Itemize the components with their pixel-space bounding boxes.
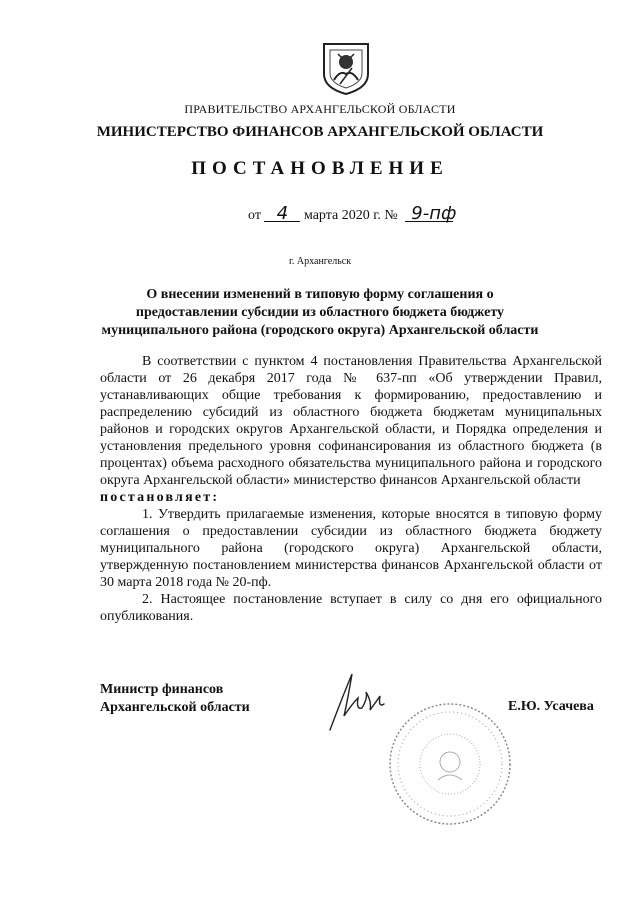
preamble-paragraph: В соответствии с пунктом 4 постановления Правительства Архангельской области от 26 декабря 2017 года № 637-пп «Об утверждении Правил, устанавливающих общие требования к формированию, предоставлению и распределению субсидий из областного бюджета бюджетам муниципальных районов и городских округов Архангельской области, и Порядка определения и установления предельного уровня софинансирования из областного бюджета (в процентах) объема расходного обязательства муниципального района и городского округа Архангельской области» министерство финансов Архангельской области <box>100 354 602 488</box>
document-body <box>100 353 602 625</box>
number-sign: № <box>384 208 398 223</box>
handwritten-signature-icon <box>322 668 392 738</box>
signatory-position-line-1: Министр финансов <box>100 682 224 697</box>
government-name: ПРАВИТЕЛЬСТВО АРХАНГЕЛЬСКОЙ ОБЛАСТИ <box>184 102 456 116</box>
date-month-year: марта 2020 г. <box>303 208 381 223</box>
decree-word: постановляет: <box>100 490 220 505</box>
document-type: ПОСТАНОВЛЕНИЕ <box>191 158 449 179</box>
coat-of-arms-icon <box>318 40 374 96</box>
item-1-paragraph: 1. Утвердить прилагаемые изменения, которые вносятся в типовую форму соглашения о предоставлении субсидии из областного бюджета бюджету муниципального района (городского округа) Архангельской области, утвержденную постановлением министерства финансов Архангельской области от 30 марта 2018 года № 20-пф. <box>100 507 602 590</box>
document-number: 9-пф <box>405 207 453 222</box>
signatory-position-line-2: Архангельской области <box>100 700 250 715</box>
ministry-name: МИНИСТЕРСТВО ФИНАНСОВ АРХАНГЕЛЬСКОЙ ОБЛАСТИ <box>96 124 544 140</box>
date-prefix: от <box>248 208 261 223</box>
document-title: О внесении изменений в типовую форму соглашения о предоставлении субсидии из областного бюджета бюджету муниципального района (городского округа) Архангельской области <box>101 287 539 338</box>
item-2-paragraph: 2. Настоящее постановление вступает в силу со дня его официального опубликования. <box>100 592 602 624</box>
signatory-name: Е.Ю. Усачева <box>508 699 594 714</box>
official-seal-icon <box>386 700 514 828</box>
date-day: 4 <box>264 207 300 222</box>
date-number-line <box>248 203 457 224</box>
city: г. Архангельск <box>288 256 352 267</box>
signatory-position <box>100 681 250 717</box>
